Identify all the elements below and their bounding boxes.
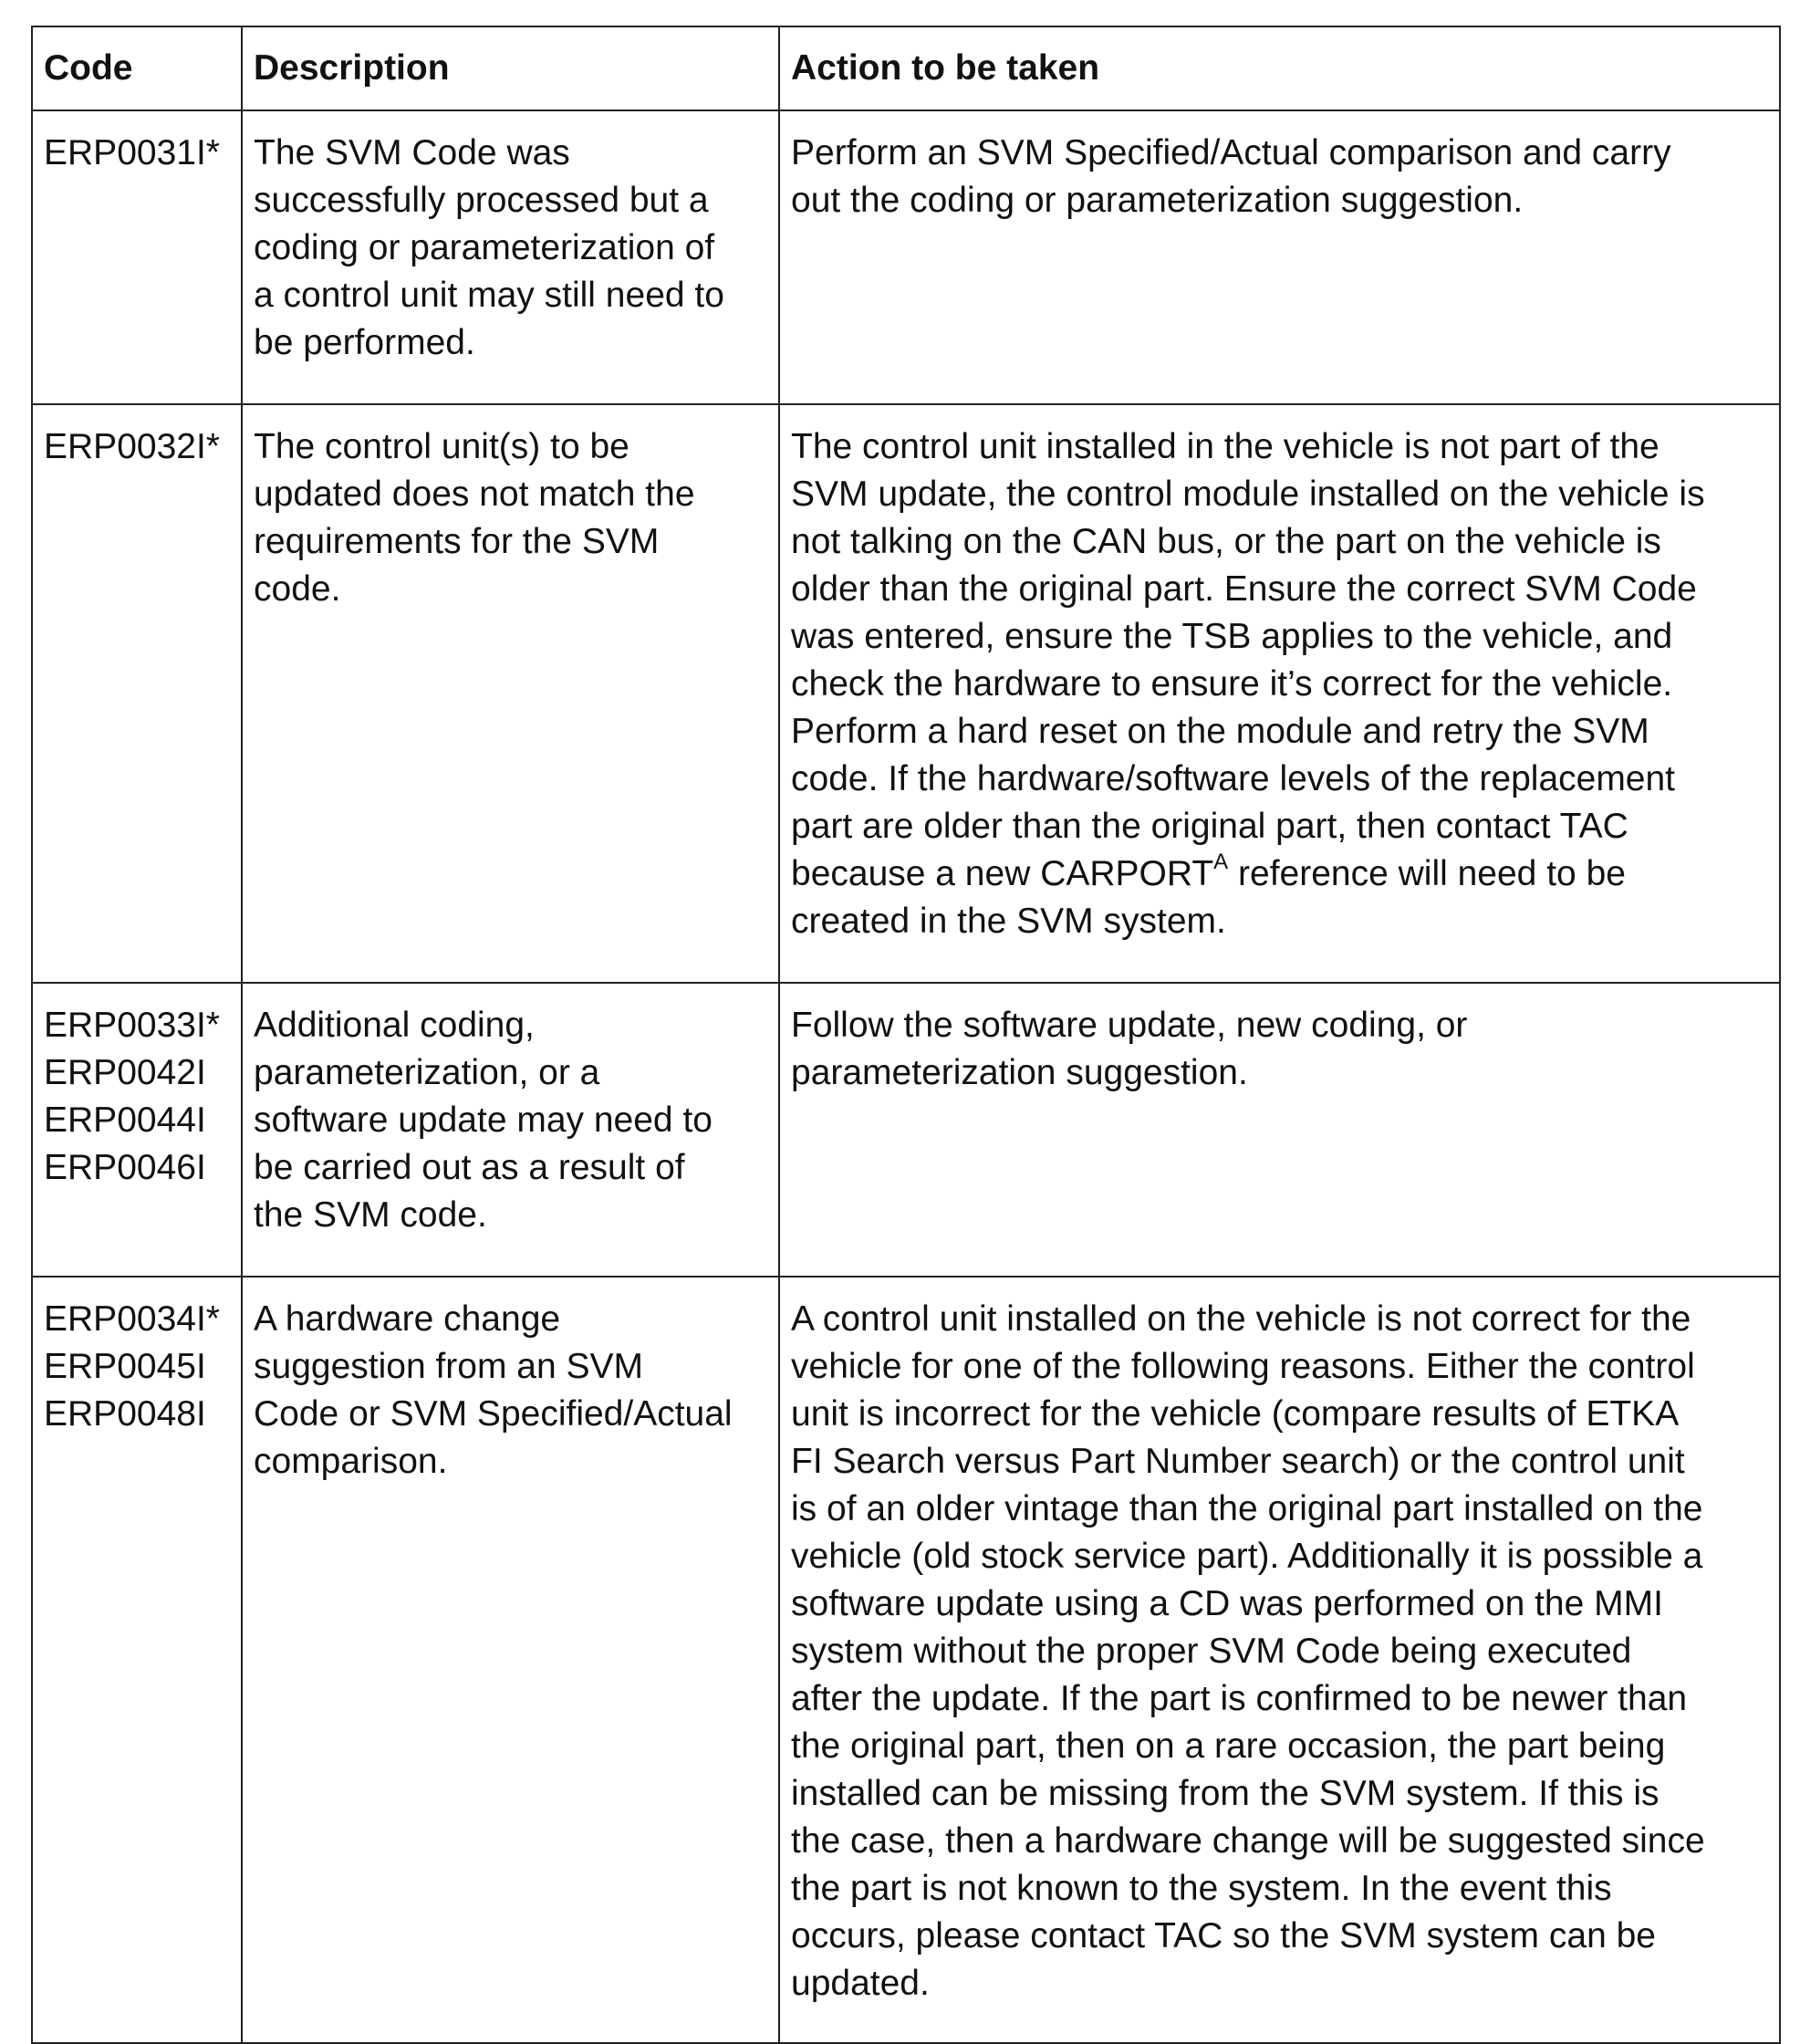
description-line: updated does not match the	[254, 474, 695, 514]
action-line: after the update. If the part is confirmed to be newer than	[791, 1679, 1688, 1718]
error-code: ERP0045I	[44, 1347, 206, 1386]
description-cell	[242, 404, 779, 983]
description-line: a control unit may still need to	[254, 276, 724, 315]
action-line: Perform an SVM Specified/Actual comparison and carry	[791, 133, 1671, 172]
error-code: ERP0033I*	[44, 1006, 220, 1045]
action-line: created in the SVM system.	[791, 902, 1226, 941]
action-line: occurs, please contact TAC so the SVM system can be	[791, 1916, 1656, 1955]
action-line: vehicle for one of the following reasons. Either the control	[791, 1347, 1695, 1386]
action-line: parameterization suggestion.	[791, 1053, 1248, 1092]
action-line: part are older than the original part, then contact TAC	[791, 807, 1628, 846]
action-line: FI Search versus Part Number search) or the control unit	[791, 1442, 1685, 1481]
action-line: The control unit installed in the vehicle is not part of the	[791, 427, 1660, 466]
action-line: vehicle (old stock service part). Additionally it is possible a	[791, 1537, 1703, 1576]
description-line: successfully processed but a	[254, 181, 709, 220]
description-cell	[242, 983, 779, 1277]
error-code: ERP0031I*	[44, 133, 220, 172]
action-text: reference will need to be	[1228, 854, 1626, 893]
description-line: suggestion from an SVM	[254, 1347, 644, 1386]
code-cell	[32, 404, 242, 983]
code-cell	[32, 1277, 242, 2043]
code-cell	[32, 110, 242, 404]
code-cell	[32, 983, 242, 1277]
error-code: ERP0046I	[44, 1148, 206, 1187]
description-line: software update may need to	[254, 1100, 713, 1140]
action-line: SVM update, the control module installed on the vehicle is	[791, 474, 1705, 514]
description-line: A hardware change	[254, 1299, 561, 1339]
action-line: Follow the software update, new coding, or	[791, 1006, 1468, 1045]
header-action: Action to be taken	[779, 26, 1780, 110]
action-text: because a new CARPORT	[791, 854, 1214, 893]
error-code: ERP0048I	[44, 1394, 206, 1434]
action-cell	[779, 1277, 1780, 2043]
header-row	[32, 26, 1780, 110]
action-line: code. If the hardware/software levels of the replacement	[791, 759, 1676, 798]
action-line: check the hardware to ensure it’s correct for the vehicle.	[791, 664, 1673, 704]
action-line: not talking on the CAN bus, or the part on the vehicle is	[791, 522, 1661, 561]
error-code: ERP0044I	[44, 1100, 206, 1140]
description-line: Additional coding,	[254, 1006, 535, 1045]
description-line: The SVM Code was	[254, 133, 570, 172]
error-code: ERP0032I*	[44, 427, 220, 466]
action-line: out the coding or parameterization suggestion.	[791, 181, 1524, 220]
table-row	[32, 404, 1780, 983]
table-row	[32, 983, 1780, 1277]
description-line: code.	[254, 569, 341, 609]
action-line: unit is incorrect for the vehicle (compare results of ETKA	[791, 1394, 1680, 1434]
description-line: be carried out as a result of	[254, 1148, 685, 1187]
action-cell	[779, 110, 1780, 404]
description-cell	[242, 110, 779, 404]
action-line: A control unit installed on the vehicle is not correct for the	[791, 1299, 1691, 1339]
action-line: was entered, ensure the TSB applies to the vehicle, and	[791, 617, 1673, 656]
header-description: Description	[242, 26, 779, 110]
description-line: comparison.	[254, 1442, 448, 1481]
table-row	[32, 1277, 1780, 2043]
action-cell	[779, 983, 1780, 1277]
description-line: The control unit(s) to be	[254, 427, 629, 466]
action-line: system without the proper SVM Code being executed	[791, 1632, 1632, 1671]
action-cell	[779, 404, 1780, 983]
action-line: installed can be missing from the SVM system. If this is	[791, 1774, 1660, 1813]
description-line: the SVM code.	[254, 1195, 487, 1235]
error-code: ERP0034I*	[44, 1299, 220, 1339]
superscript-footnote: A	[1213, 850, 1229, 874]
action-line: the part is not known to the system. In the event this	[791, 1869, 1612, 1908]
action-line: older than the original part. Ensure the correct SVM Code	[791, 569, 1697, 609]
description-line: coding or parameterization of	[254, 228, 715, 267]
action-line: the case, then a hardware change will be suggested since	[791, 1821, 1705, 1861]
action-line: the original part, then on a rare occasion, the part being	[791, 1726, 1666, 1766]
action-line: updated.	[791, 1964, 930, 2003]
header-code: Code	[32, 26, 242, 110]
action-line	[791, 850, 1768, 898]
action-line: software update using a CD was performed on the MMI	[791, 1584, 1663, 1623]
description-line: requirements for the SVM	[254, 522, 660, 561]
table-row	[32, 110, 1780, 404]
action-line: is of an older vintage than the original part installed on the	[791, 1489, 1703, 1528]
description-line: Code or SVM Specified/Actual	[254, 1394, 733, 1434]
description-cell	[242, 1277, 779, 2043]
action-line: Perform a hard reset on the module and retry the SVM	[791, 712, 1649, 751]
error-code-table	[31, 26, 1781, 2044]
description-line: be performed.	[254, 323, 475, 362]
description-line: parameterization, or a	[254, 1053, 600, 1092]
error-code: ERP0042I	[44, 1053, 206, 1092]
